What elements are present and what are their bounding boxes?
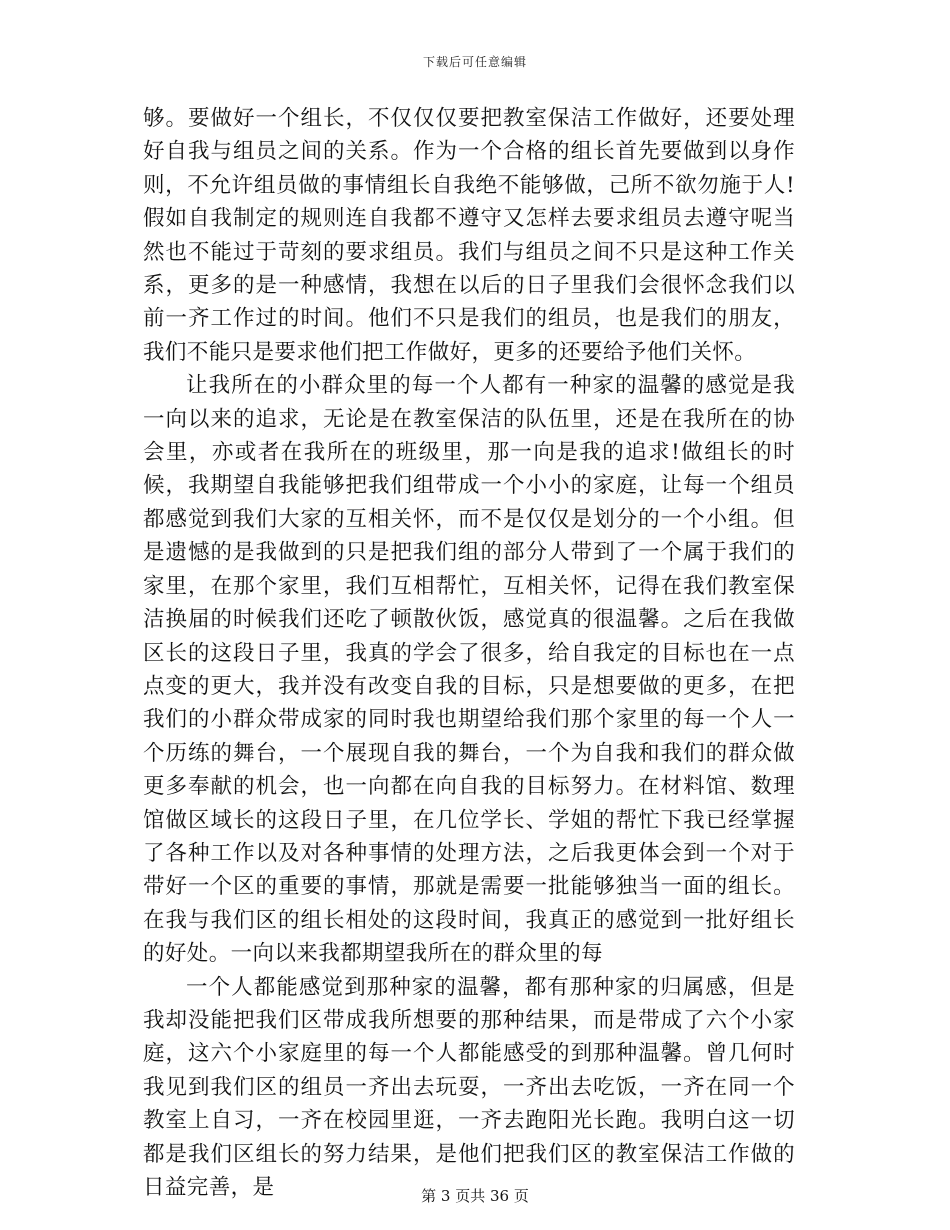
paragraph-1: 够。要做好一个组长，不仅仅仅要把教室保洁工作做好，还要处理好自我与组员之间的关系。作为一个合格的组长首先要做到以身作则，不允许组员做的事情组长自我绝不能够做，己所不欲勿施于人!假如自我制定的规则连自我都不遵守又怎样去要求组员去遵守呢当然也不能过于苛刻的要求组员。我们与组员之间不只是这种工作关系，更多的是一种感情，我想在以后的日子里我们会很怀念我们以前一齐工作过的时间。他们不只是我们的组员，也是我们的朋友，我们不能只是要求他们把工作做好，更多的还要给予他们关怀。 [143,106,795,365]
paragraph-3: 一个人都能感觉到那种家的温馨，都有那种家的归属感，但是我却没能把我们区带成我所想要的那种结果，而是带成了六个小家庭，这六个小家庭里的每一个人都能感受的到那种温馨。曾几何时我见到我们区的组员一齐出去玩耍，一齐出去吃饭，一齐在同一个教室上自习，一齐在校园里逛，一齐去跑阳光长跑。我明白这一切都是我们区组长的努力结果，是他们把我们区的教室保洁工作做的日益完善，是 [143,974,795,1200]
document-body [143,102,795,1204]
paragraph-2: 让我所在的小群众里的每一个人都有一种家的温馨的感觉是我一向以来的追求，无论是在教室保洁的队伍里，还是在我所在的协会里，亦或者在我所在的班级里，那一向是我的追求!做组长的时候，我期望自我能够把我们组带成一个小小的家庭，让每一个组员都感觉到我们大家的互相关怀，而不是仅仅是划分的一个小组。但是遗憾的是我做到的只是把我们组的部分人带到了一个属于我们的家里，在那个家里，我们互相帮忙，互相关怀，记得在我们教室保洁换届的时候我们还吃了顿散伙饭，感觉真的很温馨。之后在我做区长的这段日子里，我真的学会了很多，给自我定的目标也在一点点变的更大，我并没有改变自我的目标，只是想要做的更多，在把我们的小群众带成家的同时我也期望给我们那个家里的每一个人一个历练的舞台，一个展现自我的舞台，一个为自我和我们的群众做更多奉献的机会，也一向都在向自我的目标努力。在材料馆、数理馆做区域长的这段日子里，在几位学长、学姐的帮忙下我已经掌握了各种工作以及对各种事情的处理方法，之后我更体会到一个对于带好一个区的重要的事情，那就是需要一批能够独当一面的组长。在我与我们区的组长相处的这段时间，我真正的感觉到一批好组长的好处。一向以来我都期望我所在的群众里的每 [143,373,795,967]
page-footer: 第 3 页共 36 页 [421,1187,529,1205]
page-header: 下载后可任意编辑 [422,55,527,69]
